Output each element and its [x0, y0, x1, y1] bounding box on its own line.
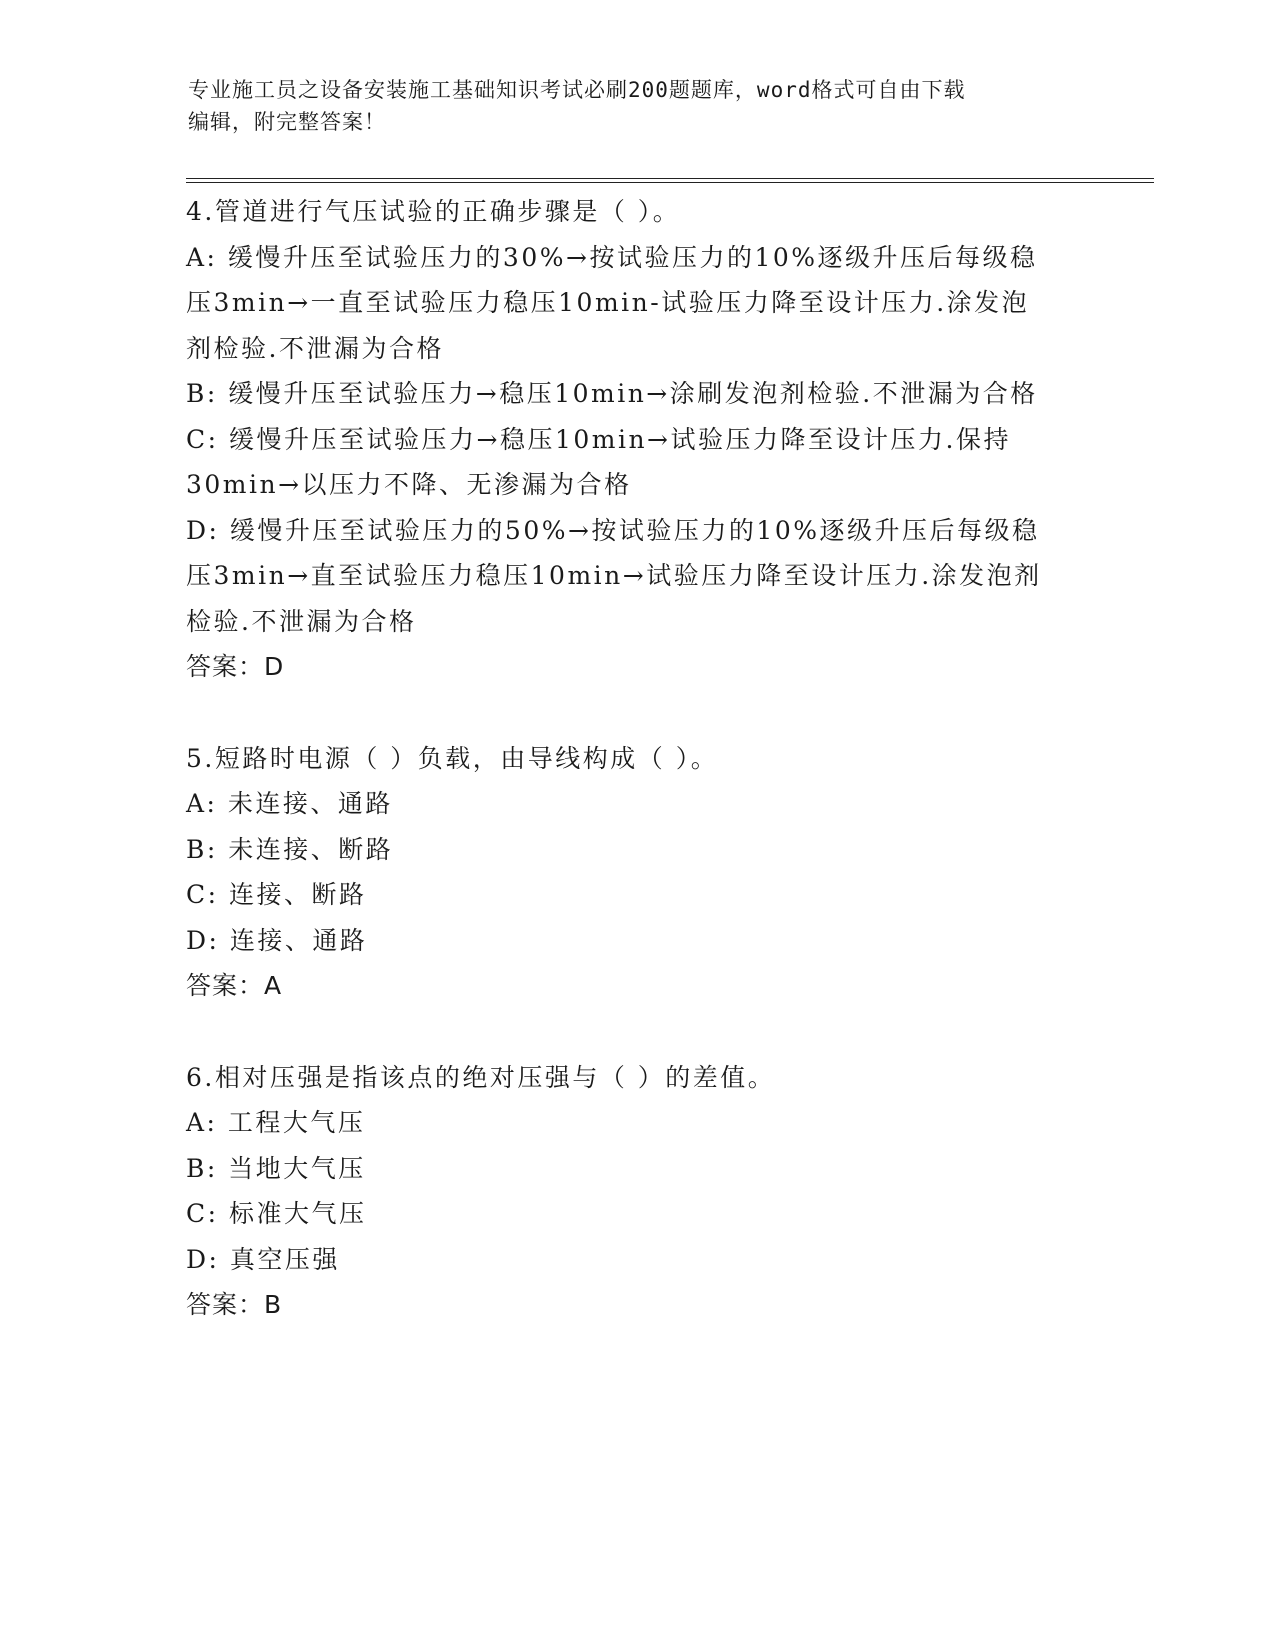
header-line-1: 专业施工员之设备安装施工基础知识考试必刷200题题库，word格式可自由下载	[188, 78, 966, 102]
answer-label: 答案：D	[186, 652, 285, 681]
answer-label: 答案：B	[186, 1290, 283, 1319]
option-line: C: 标准大气压	[186, 1199, 367, 1228]
option-line: C: 缓慢升压至试验压力→稳压10min→试验压力降至设计压力.保持	[186, 424, 1011, 454]
question-list	[186, 189, 1086, 1374]
header-rule-top	[186, 178, 1154, 179]
document-header	[188, 74, 1068, 138]
question-4	[186, 189, 1086, 690]
option-line: B: 当地大气压	[186, 1153, 366, 1183]
option-line: D: 缓慢升压至试验压力的50%→按试验压力的10%逐级升压后每级稳	[186, 515, 1040, 545]
question-6	[186, 1055, 1086, 1328]
option-line: B: 未连接、断路	[186, 834, 394, 864]
option-line: 压3min→直至试验压力稳压10min→试验压力降至设计压力.涂发泡剂	[186, 561, 1042, 590]
option-line: D: 真空压强	[186, 1244, 340, 1274]
question-stem: 4.管道进行气压试验的正确步骤是（ ）。	[186, 197, 681, 226]
option-line: 30min→以压力不降、无渗漏为合格	[186, 470, 632, 499]
header-line-2: 编辑，附完整答案！	[188, 110, 386, 134]
option-line: D: 连接、通路	[186, 925, 368, 955]
option-line: A: 工程大气压	[186, 1108, 366, 1137]
option-line: 剂检验.不泄漏为合格	[186, 333, 444, 363]
option-line: A: 缓慢升压至试验压力的30%→按试验压力的10%逐级升压后每级稳	[186, 242, 1038, 272]
header-rule-bottom	[186, 182, 1154, 183]
question-stem: 5.短路时电源（ ）负载，由导线构成（ ）。	[186, 743, 719, 773]
option-line: 检验.不泄漏为合格	[186, 606, 417, 636]
option-line: 压3min→一直至试验压力稳压10min-试验压力降至设计压力.涂发泡	[186, 288, 1030, 317]
option-line: B: 缓慢升压至试验压力→稳压10min→涂刷发泡剂检验.不泄漏为合格	[186, 379, 1038, 408]
question-5	[186, 736, 1086, 1009]
answer-label: 答案：A	[186, 971, 283, 1000]
option-line: A: 未连接、通路	[186, 789, 393, 818]
option-line: C: 连接、断路	[186, 880, 367, 909]
question-stem: 6.相对压强是指该点的绝对压强与（ ）的差值。	[186, 1062, 776, 1092]
